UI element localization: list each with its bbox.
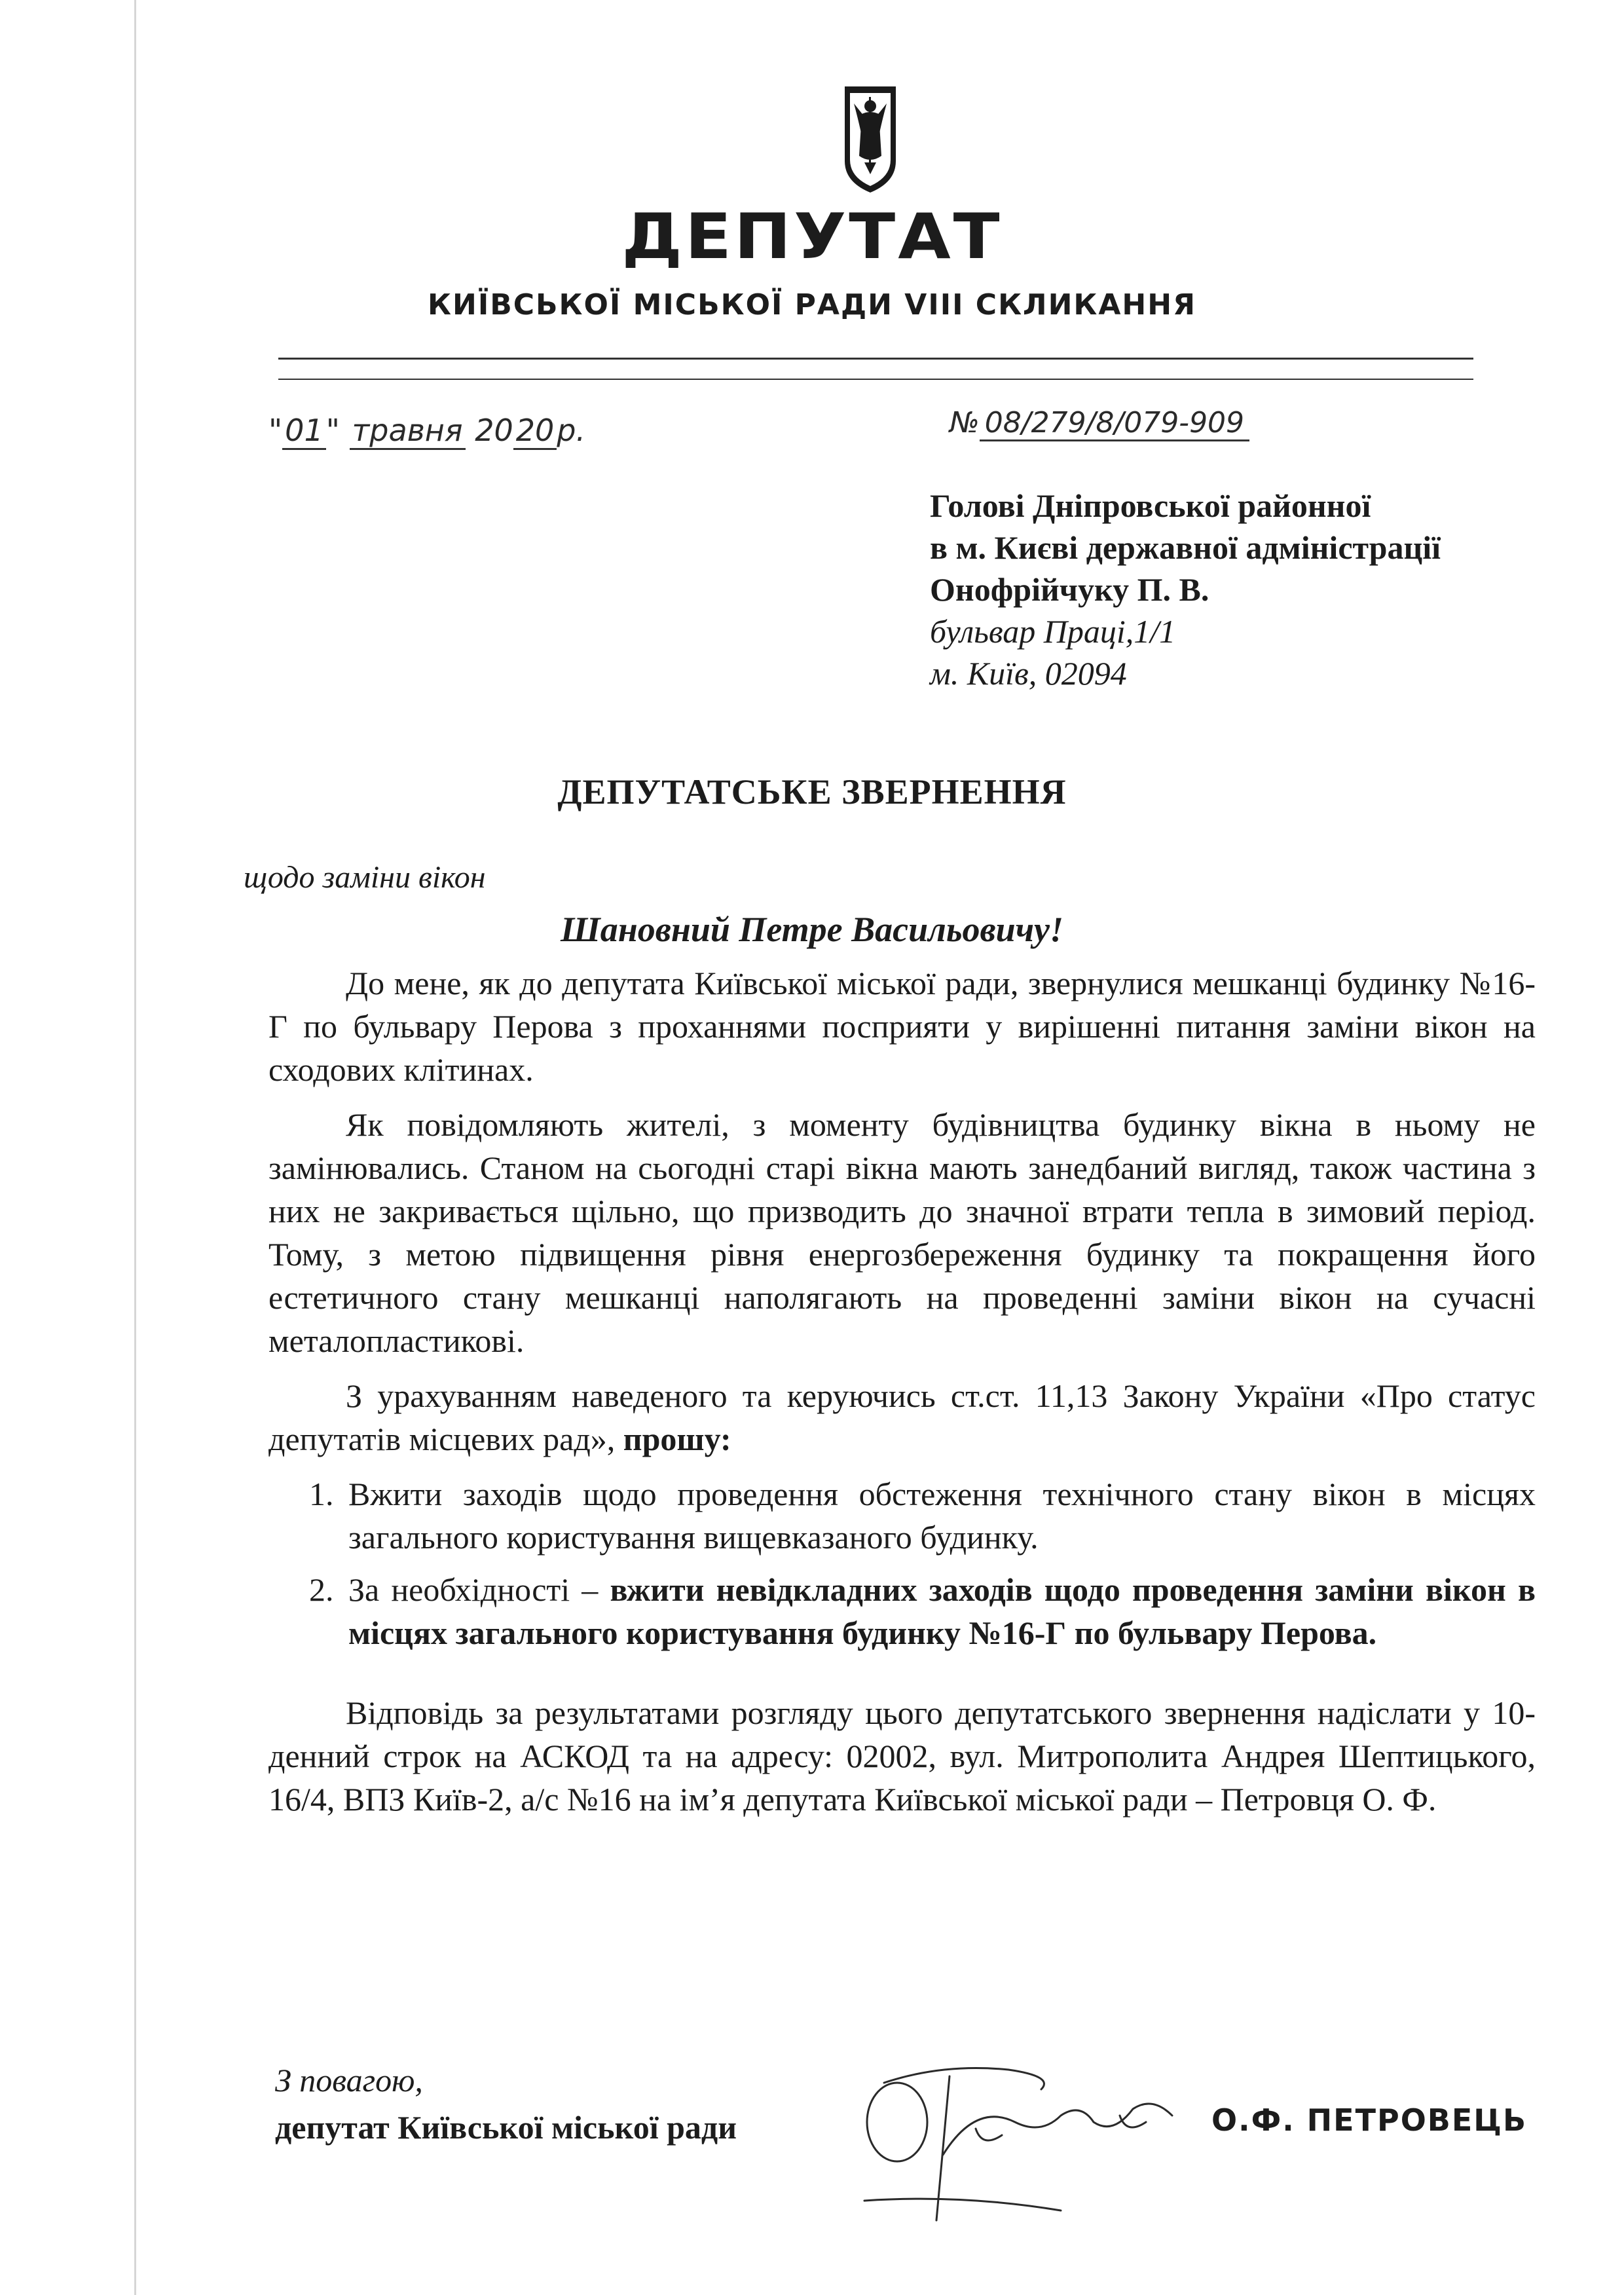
letter-body bbox=[268, 961, 1536, 1833]
closing-position: депутат Київської міської ради bbox=[275, 2109, 737, 2146]
paragraph: Як повідомляють жителі, з моменту будівництва будинку вікна в ньому не замінювались. Станом на сьогодні старі вікна мають занедбаний вигляд, також частина з них не закривається щільно, що призводить до значної втрати тепла в зимовий період. Тому, з метою підвищення рівня енергозбереження будинку та покращення його естетичного стану мешканці наполягають на проведенні заміни вікон на сучасні металопластикові. bbox=[268, 1106, 1536, 1359]
closing-block bbox=[275, 2057, 737, 2151]
paragraph: Відповідь за результатами розгляду цього депутатського звернення надіслати у 10-денний строк на АСКОД та на адресу: 02002, вул. Митрополита Андрея Шептицького, 16/4, ВПЗ Київ-2, а/с №16 на ім’я депутата Київської міської ради – Петровця О. Ф. bbox=[268, 1694, 1536, 1818]
date-day: 01 bbox=[282, 413, 326, 450]
addressee-line: бульвар Праці,1/1 bbox=[930, 613, 1176, 650]
document-title: ДЕПУТАТСЬКЕ ЗВЕРНЕННЯ bbox=[557, 772, 1067, 812]
kyiv-emblem-icon bbox=[842, 84, 898, 195]
header-title: ДЕПУТАТ bbox=[621, 199, 1003, 274]
request-list bbox=[268, 1472, 1536, 1654]
request-item: 1. Вжити заходів щодо проведення обстеження технічного стану вікон в місцях загального користування вищевказаного будинку. bbox=[342, 1472, 1536, 1559]
document-subject: щодо заміни вікон bbox=[244, 860, 486, 895]
letter-date: "01" травня 2020р. bbox=[268, 413, 585, 448]
addressee-line: Онофрійчуку П. В. bbox=[930, 571, 1209, 608]
header-subtitle: КИЇВСЬКОЇ МІСЬКОЇ РАДИ VIII СКЛИКАННЯ bbox=[428, 288, 1196, 322]
scan-edge bbox=[134, 0, 136, 2295]
letter-number-value: 08/279/8/079-909 bbox=[980, 406, 1249, 441]
addressee-line: в м. Києві державної адміністрації bbox=[930, 529, 1441, 566]
letter-number: № 08/279/8/079-909 bbox=[950, 406, 1249, 439]
paragraph: До мене, як до депутата Київської міської ради, звернулися мешканці будинку №16-Г по бульвару Перова з проханнями посприяти у вирішенні питання заміни вікон на сходових клітинах. bbox=[268, 965, 1536, 1088]
header-rule-top bbox=[278, 358, 1473, 360]
paragraph: З урахуванням наведеного та керуючись ст.ст. 11,13 Закону України «Про статус депутатів місцевих рад», прошу: bbox=[268, 1377, 1536, 1457]
request-item: 2. За необхідності – вжити невідкладних заходів щодо проведення заміни вікон в місцях загального користування будинку №16-Г по бульвару Перова. bbox=[342, 1568, 1536, 1654]
addressee-block bbox=[930, 485, 1441, 694]
handwritten-signature bbox=[845, 2024, 1211, 2233]
date-year: 20 bbox=[513, 413, 557, 450]
signatory-name: О.Ф. ПЕТРОВЕЦЬ bbox=[1211, 2102, 1528, 2138]
addressee-line: Голові Дніпровської районної bbox=[930, 487, 1371, 524]
greeting: Шановний Петре Васильовичу! bbox=[560, 910, 1064, 949]
addressee-line: м. Київ, 02094 bbox=[930, 655, 1127, 692]
date-month: травня bbox=[350, 413, 466, 450]
closing-regards: З повагою, bbox=[275, 2062, 423, 2099]
header-rule-bottom bbox=[278, 379, 1473, 380]
